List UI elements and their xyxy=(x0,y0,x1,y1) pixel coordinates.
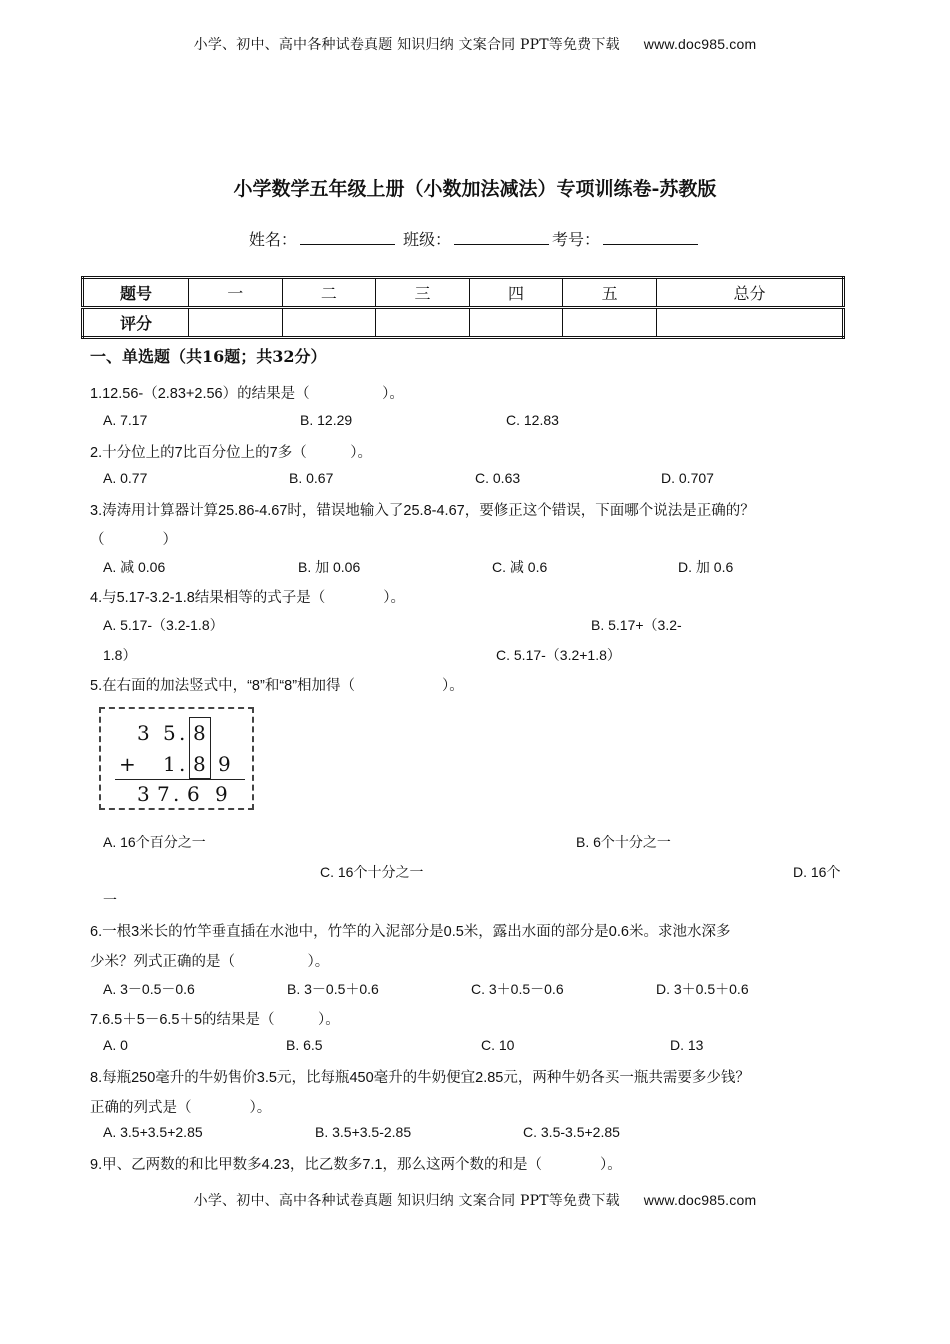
figure-digit: 8 xyxy=(193,752,206,776)
option[interactable]: A. 3.5+3.5+2.85 xyxy=(103,1124,203,1140)
option[interactable]: B. 加 0.06 xyxy=(298,559,361,575)
option[interactable]: D. 13 xyxy=(670,1037,704,1053)
score-header-cell: 二 xyxy=(282,278,376,308)
option[interactable]: C. 减 0.6 xyxy=(492,559,548,575)
highlight-box xyxy=(189,717,211,779)
option[interactable]: C. 16个十分之一 xyxy=(320,864,424,880)
figure-digit: 9 xyxy=(215,782,228,806)
option[interactable]: C. 0.63 xyxy=(475,470,521,486)
footer-url[interactable]: www.doc985.com xyxy=(643,1192,757,1208)
footer-text: 小学、初中、高中各种试卷真题 知识归纳 文案合同 PPT等免费下载 xyxy=(193,1193,620,1209)
page-footer xyxy=(0,1190,950,1210)
figure-digit: 6 xyxy=(187,782,200,806)
figure-digit: 3 xyxy=(137,721,150,745)
option[interactable]: B. 6.5 xyxy=(286,1037,323,1053)
option[interactable]: A. 0.77 xyxy=(103,470,148,486)
option[interactable]: D. 16个 xyxy=(793,864,841,880)
score-cell[interactable] xyxy=(376,308,470,338)
score-header-cell: 四 xyxy=(469,278,563,308)
name-blank[interactable] xyxy=(300,230,395,245)
score-cell[interactable] xyxy=(469,308,563,338)
question-stem: 2.十分位上的7比百分位上的7多（ ）。 xyxy=(90,445,372,461)
question-stem-cont: （ ） xyxy=(90,532,177,548)
option[interactable]: C. 10 xyxy=(481,1037,515,1053)
question-stem: 6.一根3米长的竹竿垂直插在水池中，竹竿的入泥部分是0.5米，露出水面的部分是0.6米。求池水深多 xyxy=(90,924,731,940)
option[interactable]: A. 减 0.06 xyxy=(103,559,166,575)
option[interactable]: B. 6个十分之一 xyxy=(576,834,671,850)
figure-digit: + xyxy=(119,752,136,776)
student-info xyxy=(0,227,950,250)
score-header-cell: 五 xyxy=(563,278,657,308)
vertical-addition-figure xyxy=(99,707,254,810)
option[interactable]: A. 3－0.5－0.6 xyxy=(103,981,195,997)
option[interactable]: C. 12.83 xyxy=(506,412,559,428)
name-label: 姓名： xyxy=(248,230,297,249)
score-header-cell: 题号 xyxy=(83,278,189,308)
score-row-label: 评分 xyxy=(83,308,189,338)
page-header xyxy=(0,34,950,54)
figure-digit: . xyxy=(179,752,186,776)
option-cont: 一 xyxy=(103,892,117,908)
option[interactable]: D. 0.707 xyxy=(661,470,714,486)
header-text: 小学、初中、高中各种试卷真题 知识归纳 文案合同 PPT等免费下载 xyxy=(193,37,620,53)
question-stem: 5.在右面的加法竖式中，“8”和“8”相加得（ ）。 xyxy=(90,678,464,694)
score-cell[interactable] xyxy=(656,308,843,338)
figure-digit: 1 xyxy=(163,752,176,776)
option-cont: 1.8） xyxy=(103,647,137,663)
option[interactable]: D. 加 0.6 xyxy=(678,559,734,575)
option[interactable]: A. 5.17-（3.2-1.8） xyxy=(103,617,224,633)
question-stem: 9.甲、乙两数的和比甲数多4.23，比乙数多7.1，那么这两个数的和是（ ）。 xyxy=(90,1157,622,1173)
sum-line xyxy=(115,779,245,780)
score-header-cell: 一 xyxy=(189,278,283,308)
figure-digit: 3 xyxy=(137,782,150,806)
option[interactable]: B. 12.29 xyxy=(300,412,353,428)
id-blank[interactable] xyxy=(603,230,698,245)
section-heading: 一、单选题（共16题；共32分） xyxy=(90,347,327,366)
option[interactable]: C. 5.17-（3.2+1.8） xyxy=(496,647,621,663)
figure-digit: 7 xyxy=(157,782,170,806)
question-stem: 3.涛涛用计算器计算25.86-4.67时，错误地输入了25.8-4.67，要修正这个错误，下面哪个说法是正确的？ xyxy=(90,503,755,519)
score-cell[interactable] xyxy=(282,308,376,338)
figure-digit: . xyxy=(179,721,186,745)
question-stem-cont: 正确的列式是（ ）。 xyxy=(90,1100,272,1116)
option[interactable]: B. 0.67 xyxy=(289,470,334,486)
class-label: 班级： xyxy=(403,230,452,249)
option[interactable]: C. 3＋0.5－0.6 xyxy=(471,981,564,997)
option[interactable]: A. 7.17 xyxy=(103,412,148,428)
score-header-cell: 总分 xyxy=(656,278,843,308)
class-blank[interactable] xyxy=(454,230,549,245)
option[interactable]: A. 0 xyxy=(103,1037,128,1053)
score-header-cell: 三 xyxy=(376,278,470,308)
score-table xyxy=(81,276,845,339)
id-label: 考号： xyxy=(552,230,601,249)
figure-digit: 5 xyxy=(163,721,176,745)
option[interactable]: D. 3＋0.5＋0.6 xyxy=(656,981,749,997)
option[interactable]: B. 5.17+（3.2- xyxy=(591,617,682,633)
option[interactable]: A. 16个百分之一 xyxy=(103,834,206,850)
figure-digit: 8 xyxy=(193,721,206,745)
question-stem: 8.每瓶250毫升的牛奶售价3.5元，比每瓶450毫升的牛奶便宜2.85元，两种牛奶各买一瓶共需要多少钱？ xyxy=(90,1070,750,1086)
option[interactable]: B. 3－0.5＋0.6 xyxy=(287,981,379,997)
figure-digit: . xyxy=(173,782,180,806)
question-stem: 4.与5.17-3.2-1.8结果相等的式子是（ ）。 xyxy=(90,590,406,606)
figure-digit: 9 xyxy=(218,752,231,776)
question-stem: 7.6.5＋5－6.5＋5的结果是（ ）。 xyxy=(90,1012,340,1028)
score-cell[interactable] xyxy=(189,308,283,338)
option[interactable]: B. 3.5+3.5-2.85 xyxy=(315,1124,412,1140)
question-stem-cont: 少米？列式正确的是（ ）。 xyxy=(90,954,330,970)
question-stem: 1.12.56-（2.83+2.56）的结果是（ ）。 xyxy=(90,386,404,402)
document-title: 小学数学五年级上册（小数加法减法）专项训练卷-苏教版 xyxy=(233,178,717,200)
option[interactable]: C. 3.5-3.5+2.85 xyxy=(523,1124,620,1140)
header-url[interactable]: www.doc985.com xyxy=(643,36,757,52)
score-cell[interactable] xyxy=(563,308,657,338)
